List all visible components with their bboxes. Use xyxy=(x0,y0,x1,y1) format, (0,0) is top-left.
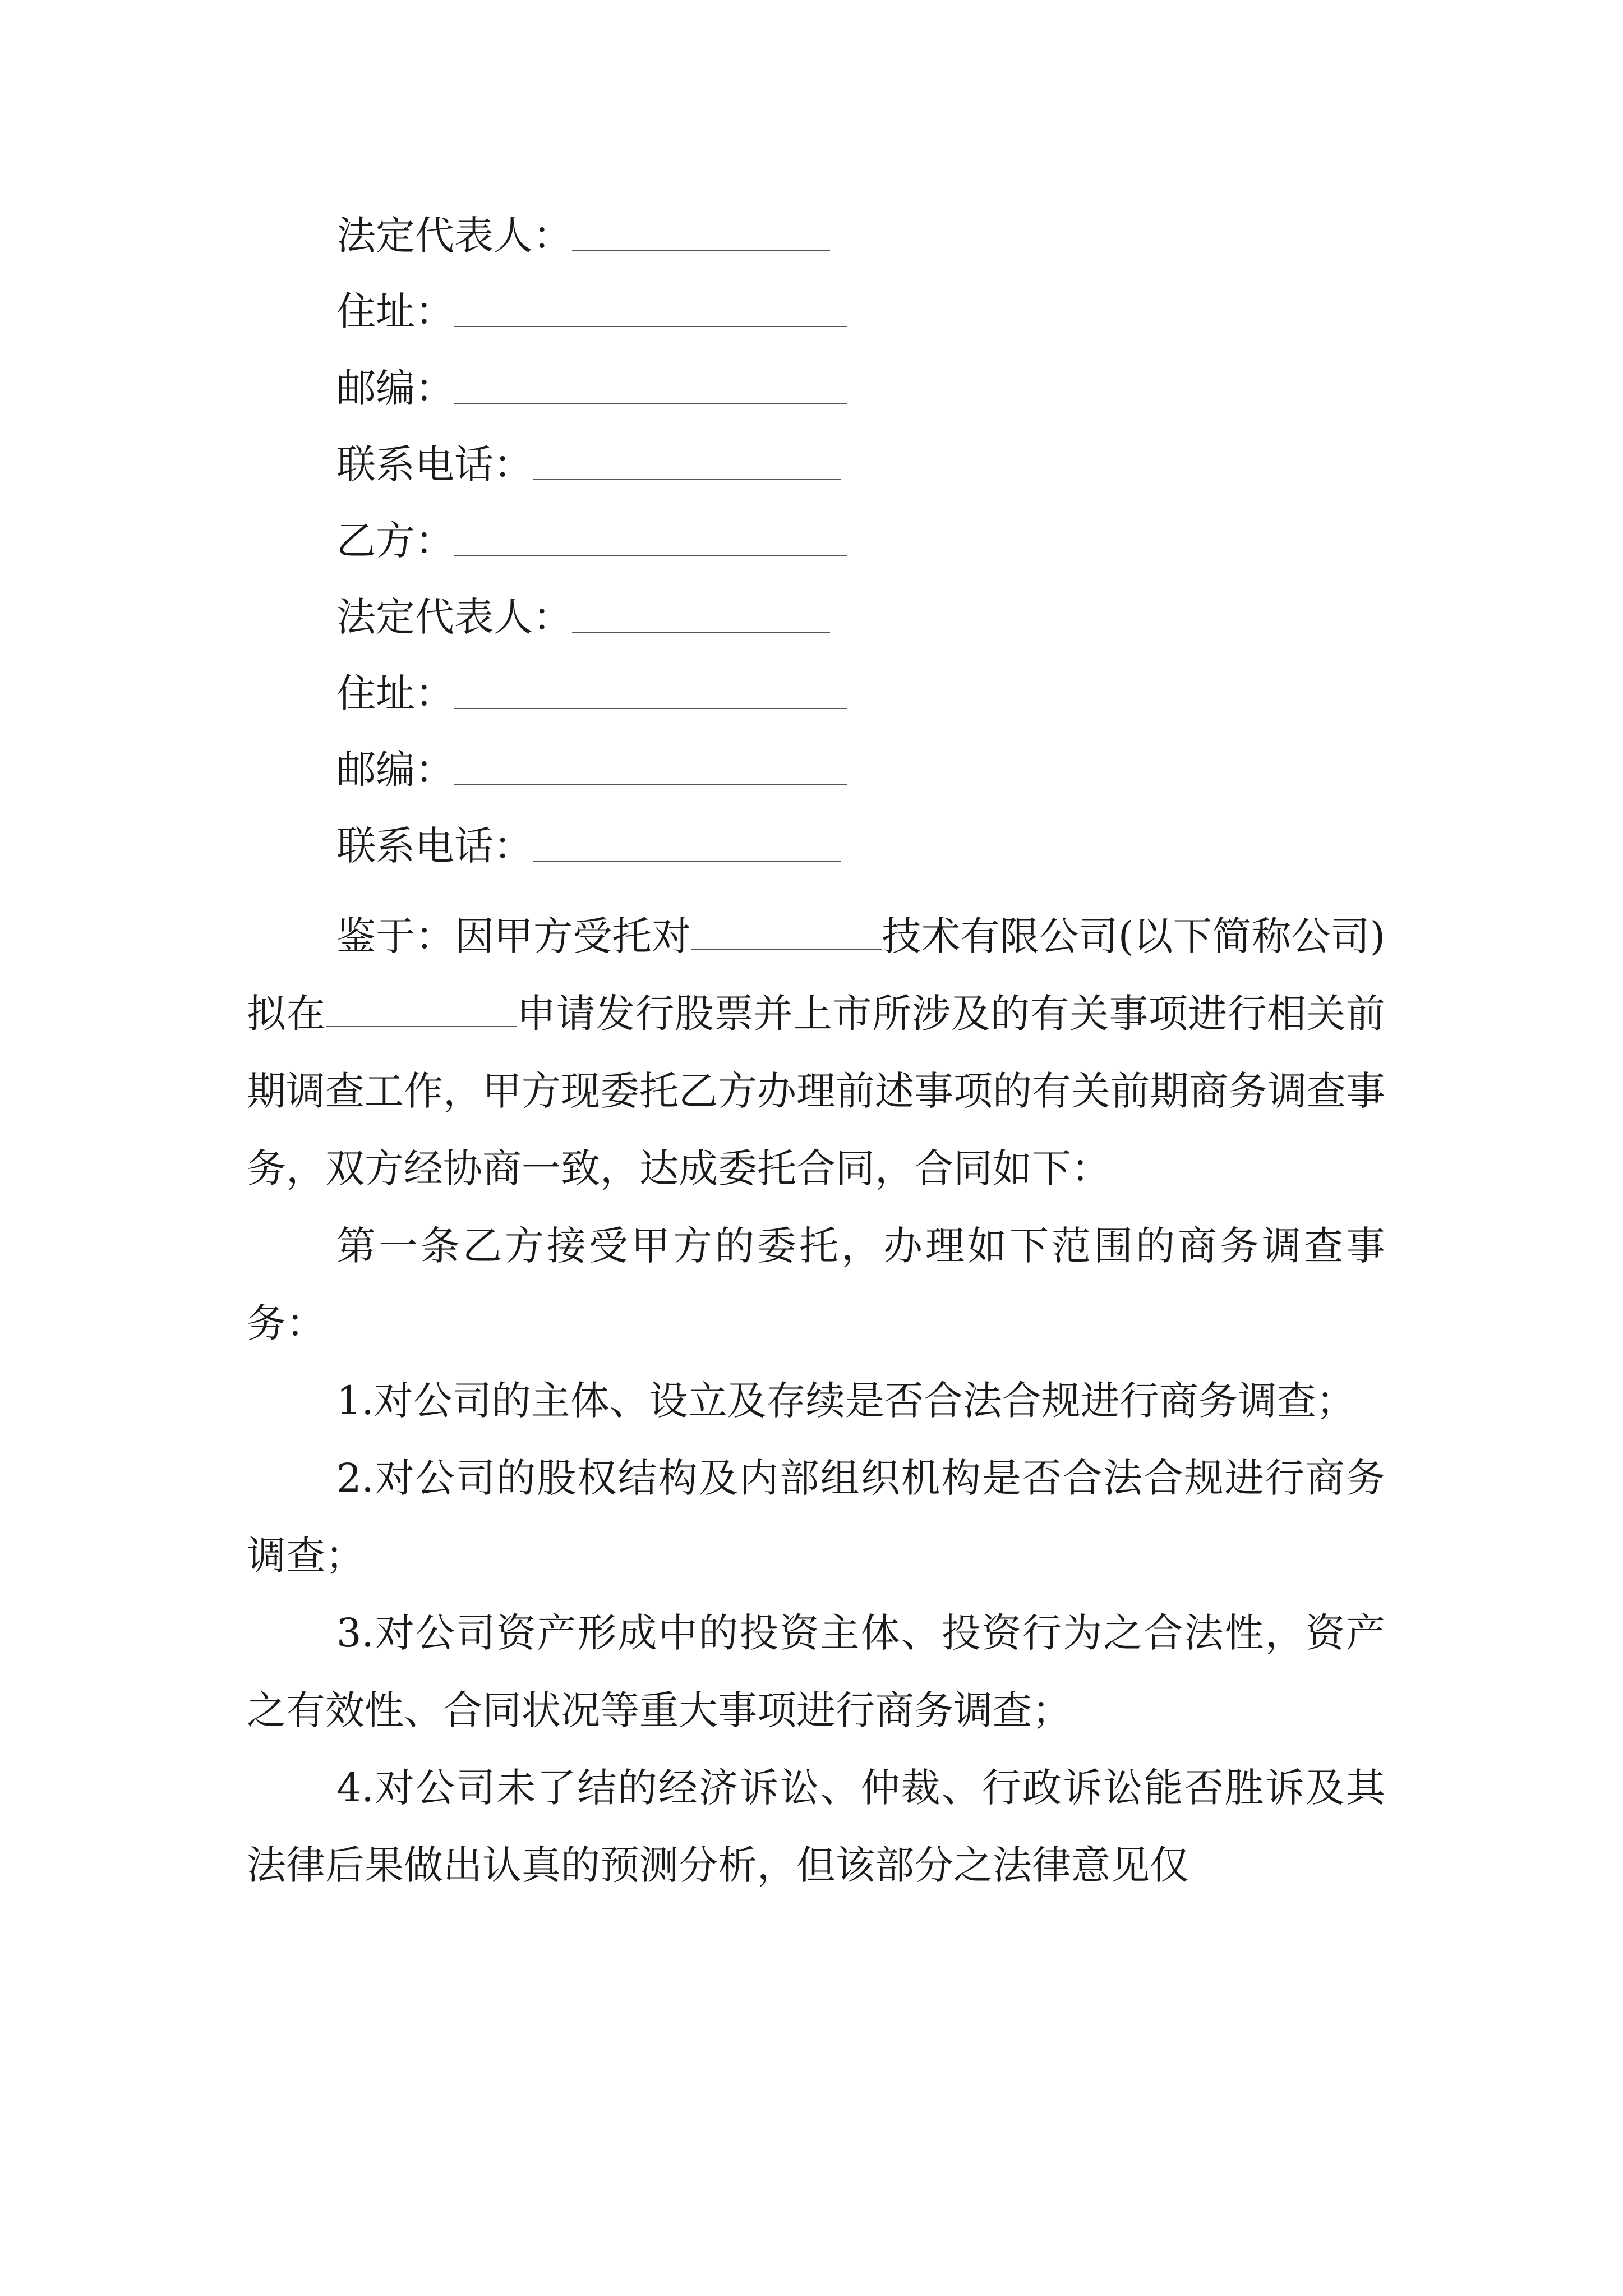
company-name-blank[interactable] xyxy=(691,909,882,950)
address-field-a xyxy=(336,283,847,339)
postcode-field-a xyxy=(336,360,847,416)
fill-in-blank[interactable] xyxy=(454,555,847,556)
field-label: 法定代表人： xyxy=(336,594,572,640)
phone-field-a xyxy=(336,436,841,493)
list-item: 4.对公司未了结的经济诉讼、仲裁、行政诉讼能否胜诉及其法律后果做出认真的预测分析，但该部分之法律意见仅 xyxy=(247,1765,1385,1888)
fill-in-blank[interactable] xyxy=(572,632,830,633)
recital-text-1: 鉴于：因甲方受托对 xyxy=(336,913,691,959)
phone-field-b xyxy=(336,818,841,874)
fill-in-blank[interactable] xyxy=(454,326,847,327)
field-label: 法定代表人： xyxy=(336,213,572,259)
fill-in-blank[interactable] xyxy=(533,479,841,480)
list-item: 1.对公司的主体、设立及存续是否合法合规进行商务调查； xyxy=(336,1378,1355,1424)
list-item: 3.对公司资产形成中的投资主体、投资行为之合法性，资产之有效性、合同状况等重大事项进行商务调查； xyxy=(247,1610,1385,1733)
contract-body xyxy=(247,898,1385,1904)
field-label: 联系电话： xyxy=(336,441,533,487)
fill-in-blank[interactable] xyxy=(533,861,841,862)
recital-text-2: 技术有限公司(以下简称公司)拟在 xyxy=(247,913,1385,1037)
field-label: 住址： xyxy=(336,670,454,716)
postcode-field-b xyxy=(336,742,847,798)
field-label: 联系电话： xyxy=(336,823,533,869)
list-item: 2.对公司的股权结构及内部组织机构是否合法合规进行商务调查； xyxy=(247,1455,1385,1579)
fill-in-blank[interactable] xyxy=(454,784,847,785)
party-b-field xyxy=(336,513,847,569)
fill-in-blank[interactable] xyxy=(572,250,830,251)
fill-in-blank[interactable] xyxy=(454,708,847,709)
listing-place-blank[interactable] xyxy=(326,987,517,1027)
recital-paragraph xyxy=(247,898,1385,1207)
legal-representative-field-a xyxy=(336,208,830,264)
field-label: 住址： xyxy=(336,288,454,334)
field-label: 邮编： xyxy=(336,365,454,411)
fill-in-blank[interactable] xyxy=(454,403,847,404)
field-label: 乙方： xyxy=(336,518,454,564)
address-field-b xyxy=(336,665,847,721)
legal-representative-field-b xyxy=(336,589,830,645)
recital-text-3: 申请发行股票并上市所涉及的有关事项进行相关前期调查工作，甲方现委托乙方办理前述事项的有关前期商务调查事务，双方经协商一致，达成委托合同，合同如下： xyxy=(247,991,1386,1191)
article-1-paragraph: 第一条乙方接受甲方的委托，办理如下范围的商务调查事务： xyxy=(247,1223,1385,1346)
field-label: 邮编： xyxy=(336,747,454,793)
